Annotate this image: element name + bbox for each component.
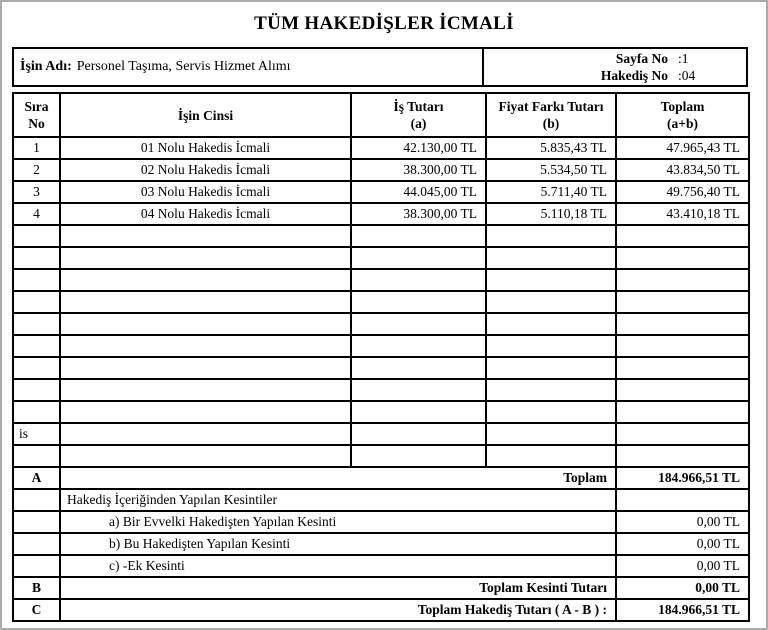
empty-cell [60, 423, 351, 445]
empty-cell [13, 445, 60, 467]
empty-cell [616, 247, 749, 269]
deduction-row [13, 555, 749, 577]
row-label-b: B [13, 577, 60, 599]
row-cins: 01 Nolu Hakedis İcmali [60, 137, 351, 159]
row-amount-total: 43.834,50 TL [616, 159, 749, 181]
empty-row [13, 225, 749, 247]
empty-cell [616, 225, 749, 247]
empty-row [13, 291, 749, 313]
empty-cell [13, 379, 60, 401]
empty-cell [351, 401, 486, 423]
hakedis-no-value: :04 [678, 68, 696, 83]
header-toplam-line1: Toplam [660, 99, 705, 114]
job-name-cell [14, 49, 484, 85]
empty-cell [60, 335, 351, 357]
empty-cell [351, 423, 486, 445]
empty-cell [13, 511, 60, 533]
empty-row [13, 379, 749, 401]
empty-row [13, 445, 749, 467]
deduction-value: 0,00 TL [616, 533, 749, 555]
empty-cell [616, 313, 749, 335]
empty-cell [13, 401, 60, 423]
deduction-total-label: Toplam Kesinti Tutarı [60, 577, 616, 599]
deduction-value: 0,00 TL [616, 555, 749, 577]
total-deduction-row [13, 577, 749, 599]
table-header-row [13, 93, 749, 137]
row-amount-a: 38.300,00 TL [351, 203, 486, 225]
is-label: is [13, 423, 60, 445]
empty-cell [60, 313, 351, 335]
empty-cell [486, 247, 616, 269]
header-sira-no [13, 93, 60, 137]
table-row [13, 137, 749, 159]
header-fiyat-farki-line2: (b) [542, 116, 560, 131]
empty-cell [616, 357, 749, 379]
empty-row [13, 335, 749, 357]
empty-cell [60, 291, 351, 313]
page-info-cell [484, 49, 746, 85]
empty-cell [351, 225, 486, 247]
total-label: Toplam [60, 467, 616, 489]
header-sira-line2: No [28, 116, 45, 131]
row-amount-a: 42.130,00 TL [351, 137, 486, 159]
empty-row [13, 269, 749, 291]
row-amount-a: 44.045,00 TL [351, 181, 486, 203]
empty-cell [13, 269, 60, 291]
deduction-label: a) Bir Evvelki Hakedişten Yapılan Kesinti [60, 511, 616, 533]
empty-cell [486, 291, 616, 313]
empty-cell [60, 247, 351, 269]
empty-cell [616, 445, 749, 467]
empty-cell [351, 357, 486, 379]
empty-cell [616, 335, 749, 357]
page-title: TÜM HAKEDİŞLER İCMALİ [254, 13, 514, 34]
empty-cell [486, 335, 616, 357]
page-no-label: Sayfa No [615, 51, 668, 66]
row-cins: 02 Nolu Hakedis İcmali [60, 159, 351, 181]
is-row [13, 423, 749, 445]
table-row [13, 203, 749, 225]
empty-cell [13, 291, 60, 313]
header-isin-cinsi: İşin Cinsi [60, 93, 351, 137]
job-name-label: İşin Adı: [20, 59, 72, 74]
row-amount-total: 49.756,40 TL [616, 181, 749, 203]
deduction-total-value: 0,00 TL [616, 577, 749, 599]
empty-cell [60, 379, 351, 401]
hakedis-no-label: Hakediş No [600, 68, 668, 83]
empty-cell [616, 423, 749, 445]
empty-cell [13, 489, 60, 511]
header-fiyat-farki [486, 93, 616, 137]
header-toplam [616, 93, 749, 137]
empty-row [13, 401, 749, 423]
empty-cell [60, 269, 351, 291]
empty-cell [616, 269, 749, 291]
row-amount-b: 5.711,40 TL [486, 181, 616, 203]
deduction-label: b) Bu Hakedişten Yapılan Kesinti [60, 533, 616, 555]
empty-cell [351, 269, 486, 291]
empty-cell [13, 357, 60, 379]
empty-cell [616, 401, 749, 423]
row-label-c: C [13, 599, 60, 621]
deduction-row [13, 511, 749, 533]
empty-cell [60, 357, 351, 379]
total-value: 184.966,51 TL [616, 467, 749, 489]
empty-cell [60, 401, 351, 423]
row-cins: 04 Nolu Hakedis İcmali [60, 203, 351, 225]
empty-cell [351, 335, 486, 357]
empty-cell [351, 445, 486, 467]
empty-cell [60, 225, 351, 247]
row-label-a: A [13, 467, 60, 489]
empty-cell [351, 247, 486, 269]
hakedis-table [12, 92, 750, 622]
grand-total-label: Toplam Hakediş Tutarı ( A - B ) : [60, 599, 616, 621]
empty-cell [60, 445, 351, 467]
table-row [13, 159, 749, 181]
empty-cell [486, 423, 616, 445]
header-toplam-line2: (a+b) [667, 116, 698, 131]
empty-cell [351, 291, 486, 313]
deduction-label: c) -Ek Kesinti [60, 555, 616, 577]
empty-cell [486, 313, 616, 335]
header-is-tutari [351, 93, 486, 137]
deductions-header: Hakediş İçeriğinden Yapılan Kesintiler [60, 489, 616, 511]
empty-cell [13, 225, 60, 247]
row-no: 3 [13, 181, 60, 203]
row-amount-a: 38.300,00 TL [351, 159, 486, 181]
total-row-a [13, 467, 749, 489]
row-cins: 03 Nolu Hakedis İcmali [60, 181, 351, 203]
deductions-header-row [13, 489, 749, 511]
row-amount-total: 43.410,18 TL [616, 203, 749, 225]
grand-total-value: 184.966,51 TL [616, 599, 749, 621]
row-amount-b: 5.835,43 TL [486, 137, 616, 159]
empty-row [13, 357, 749, 379]
header-is-tutari-line1: İş Tutarı [393, 99, 444, 114]
row-no: 2 [13, 159, 60, 181]
row-amount-b: 5.110,18 TL [486, 203, 616, 225]
row-amount-b: 5.534,50 TL [486, 159, 616, 181]
empty-cell [486, 269, 616, 291]
empty-cell [486, 445, 616, 467]
header-sira-line1: Sıra [24, 99, 49, 114]
deduction-value: 0,00 TL [616, 511, 749, 533]
empty-cell [13, 533, 60, 555]
empty-cell [351, 379, 486, 401]
row-no: 4 [13, 203, 60, 225]
empty-cell [486, 225, 616, 247]
page-no-line [484, 50, 712, 67]
empty-cell [486, 401, 616, 423]
empty-cell [13, 555, 60, 577]
row-no: 1 [13, 137, 60, 159]
info-box [12, 47, 748, 87]
empty-cell [486, 357, 616, 379]
table-row [13, 181, 749, 203]
empty-cell [486, 379, 616, 401]
deduction-row [13, 533, 749, 555]
empty-cell [351, 313, 486, 335]
empty-row [13, 247, 749, 269]
header-fiyat-farki-line1: Fiyat Farkı Tutarı [498, 99, 604, 114]
row-amount-total: 47.965,43 TL [616, 137, 749, 159]
header-is-tutari-line2: (a) [410, 116, 427, 131]
page-no-value: :1 [678, 51, 689, 66]
empty-cell [616, 489, 749, 511]
empty-cell [13, 247, 60, 269]
job-name-value: Personel Taşıma, Servis Hizmet Alımı [76, 59, 291, 74]
empty-row [13, 313, 749, 335]
empty-cell [13, 335, 60, 357]
empty-cell [13, 313, 60, 335]
empty-cell [616, 291, 749, 313]
grand-total-row [13, 599, 749, 621]
empty-cell [616, 379, 749, 401]
hakedis-no-line [484, 67, 712, 84]
